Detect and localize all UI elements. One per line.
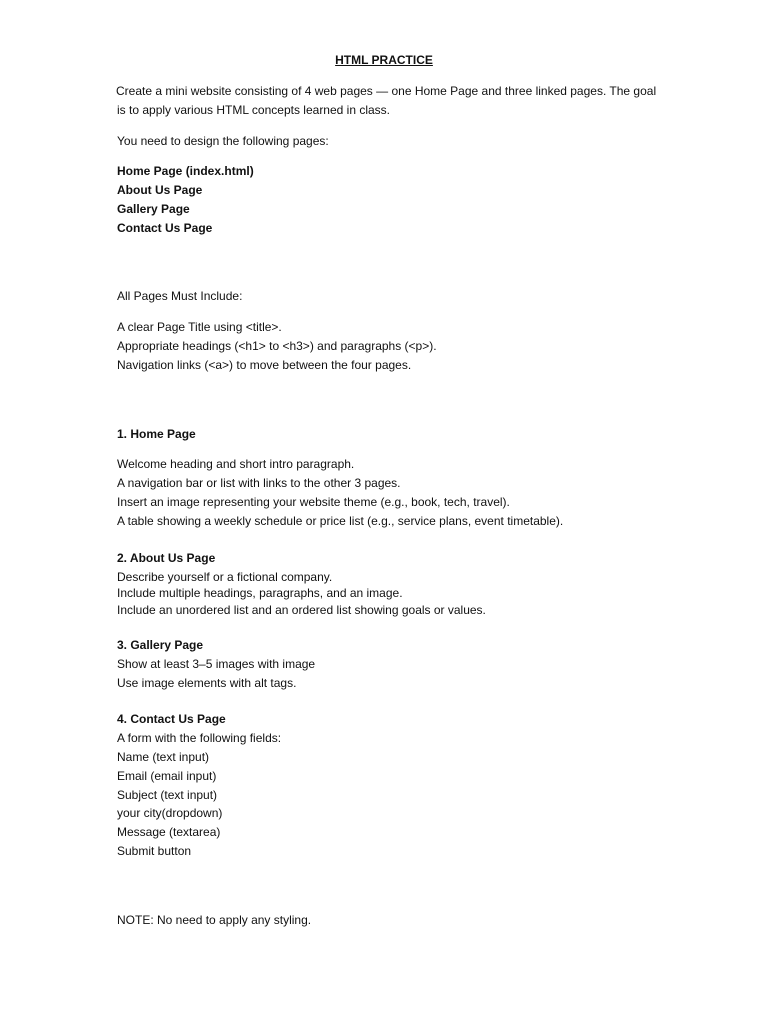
page-list-item: Home Page (index.html)	[117, 164, 254, 178]
contact-item: A form with the following fields:	[117, 731, 282, 745]
gallery-heading: 3. Gallery Page	[117, 638, 204, 652]
home-item: A table showing a weekly schedule or price list (e.g., service plans, event timetable).	[117, 514, 564, 528]
document-title: HTML PRACTICE	[335, 53, 433, 67]
page-list-item: Contact Us Page	[117, 221, 213, 235]
home-item: Insert an image representing your website theme (e.g., book, tech, travel).	[117, 495, 510, 509]
contact-heading: 4. Contact Us Page	[117, 712, 226, 726]
about-item: Include multiple headings, paragraphs, and an image.	[117, 586, 403, 600]
home-item: Welcome heading and short intro paragraph.	[117, 457, 355, 471]
all-pages-item: A clear Page Title using <title>.	[117, 320, 282, 334]
note: NOTE: No need to apply any styling.	[117, 913, 312, 927]
page-list-item: Gallery Page	[117, 202, 190, 216]
about-item: Describe yourself or a fictional company.	[117, 570, 333, 584]
contact-item: Message (textarea)	[117, 825, 221, 839]
home-item: A navigation bar or list with links to the other 3 pages.	[117, 476, 401, 490]
design-intro: You need to design the following pages:	[117, 134, 329, 148]
gallery-item: Show at least 3–5 images with image	[117, 657, 316, 671]
intro-line-1: Create a mini website consisting of 4 web pages — one Home Page and three linked pages. The goal	[116, 84, 657, 98]
all-pages-item: Navigation links (<a>) to move between the four pages.	[117, 358, 412, 372]
all-pages-heading: All Pages Must Include:	[117, 289, 243, 303]
about-heading: 2. About Us Page	[117, 551, 216, 565]
home-heading: 1. Home Page	[117, 427, 196, 441]
all-pages-item: Appropriate headings (<h1> to <h3>) and paragraphs (<p>).	[117, 339, 437, 353]
page-list-item: About Us Page	[117, 183, 203, 197]
about-item: Include an unordered list and an ordered list showing goals or values.	[117, 603, 486, 617]
gallery-item: Use image elements with alt tags.	[117, 676, 297, 690]
contact-item: Name (text input)	[117, 750, 210, 764]
contact-item: Submit button	[117, 844, 192, 858]
intro-line-2: is to apply various HTML concepts learned in class.	[117, 103, 391, 117]
contact-item: your city(dropdown)	[117, 806, 223, 820]
contact-item: Email (email input)	[117, 769, 217, 783]
contact-item: Subject (text input)	[117, 788, 218, 802]
